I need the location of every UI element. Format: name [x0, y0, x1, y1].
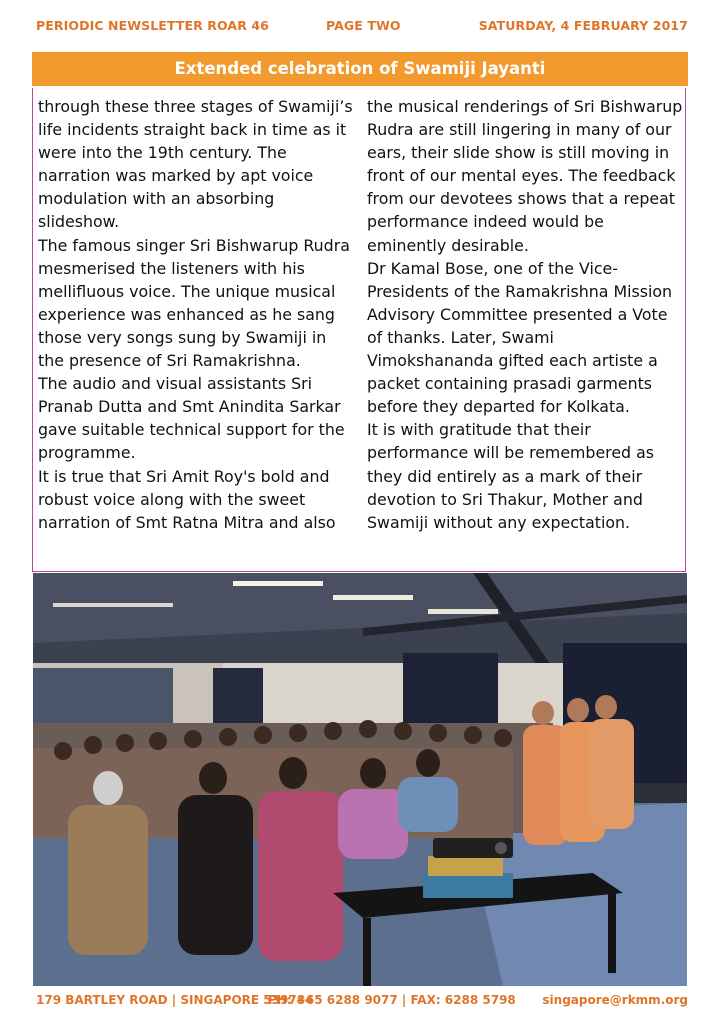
- article-column-left: [38, 95, 356, 534]
- phone-fax: PH: +65 6288 9077 | FAX: 6288 5798: [268, 993, 516, 1007]
- article-title: Extended celebration of Swamiji Jayanti: [32, 52, 688, 86]
- paragraph: through these three stages of Swamiji’s life incidents straight back in time as it were into the 19th century. The narration was marked by apt voice modulation with an absorbing slideshow.: [38, 97, 353, 232]
- page-header: [36, 18, 688, 38]
- page-label: PAGE TWO: [326, 18, 401, 33]
- article-column-right: [367, 95, 685, 534]
- email-link[interactable]: singapore@rkmm.org: [542, 993, 688, 1007]
- paragraph: The famous singer Sri Bishwarup Rudra mesmerised the listeners with his mellifluous voice. The unique musical experience was enhanced as he sang those very songs sung by Swamiji in the presence of Sri Ramakrishna.: [38, 235, 350, 371]
- paragraph: It is with gratitude that their performance will be remembered as they did entirely as a mark of their devotion to Sri Thakur, Mother and Swamiji without any expectation.: [367, 420, 654, 532]
- newsletter-title: PERIODIC NEWSLETTER ROAR 46: [36, 18, 269, 33]
- event-photo: [33, 573, 687, 986]
- issue-date: SATURDAY, 4 FEBRUARY 2017: [478, 18, 688, 33]
- paragraph: Dr Kamal Bose, one of the Vice-Presidents of the Ramakrishna Mission Advisory Committee presented a Vote of thanks. Later, Swami Vimokshananda gifted each artiste a packet containing prasadi garments before they departed for Kolkata.: [367, 258, 673, 417]
- address: 179 BARTLEY ROAD | SINGAPORE 539784: [36, 993, 314, 1007]
- paragraph: the musical renderings of Sri Bishwarup Rudra are still lingering in many of our ears, their slide show is still moving in front of our mental eyes. The feedback from our devotees shows that a repeat performance indeed would be eminently desirable.: [367, 97, 683, 255]
- paragraph: It is true that Sri Amit Roy's bold and robust voice along with the sweet narration of Smt Ratna Mitra and also: [38, 466, 336, 532]
- paragraph: The audio and visual assistants Sri Pranab Dutta and Smt Anindita Sarkar gave suitable technical support for the programme.: [38, 374, 345, 463]
- page-footer: [36, 993, 688, 1011]
